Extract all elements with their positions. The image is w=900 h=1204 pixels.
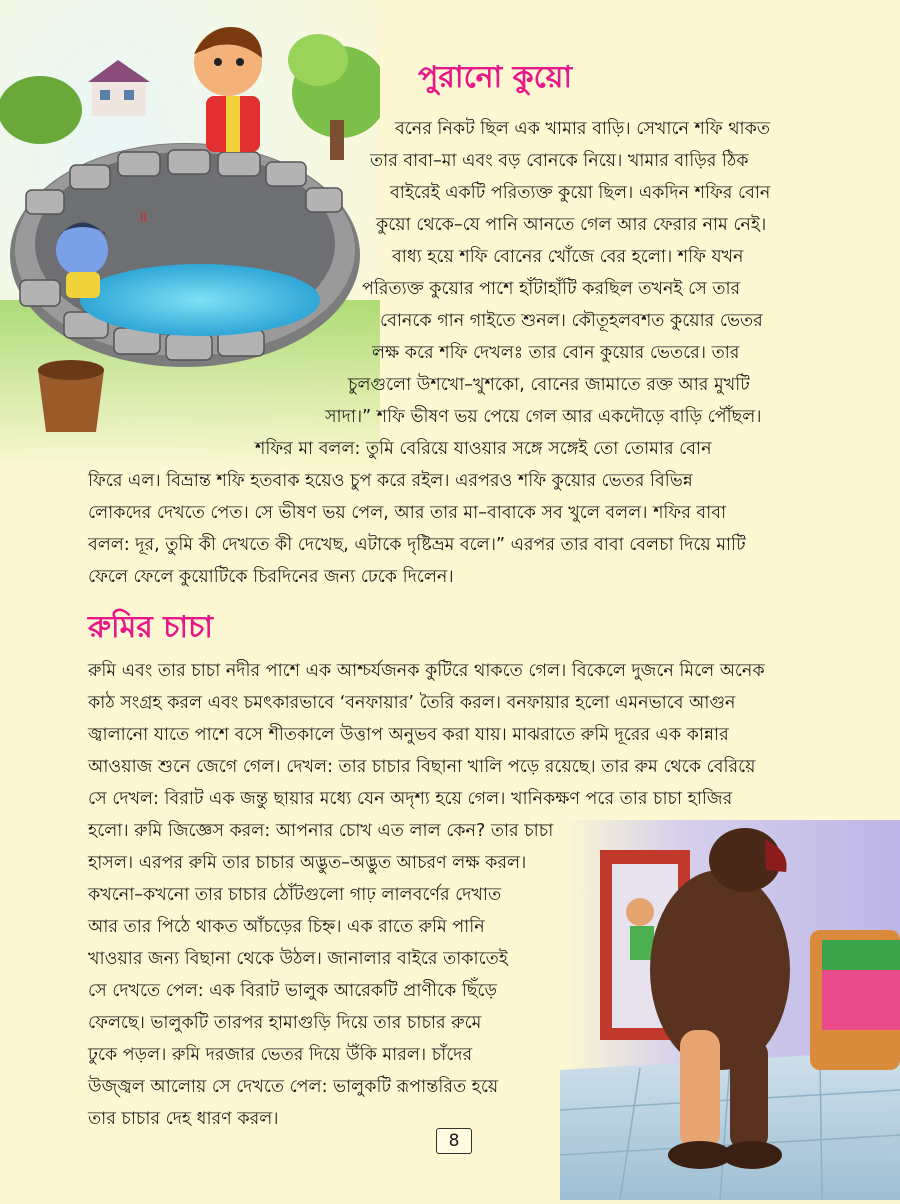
story1-line: বাইরেই একটি পরিত্যক্ত কুয়ো ছিল। একদিন শফির বোন — [390, 183, 771, 203]
story2-title: রুমির চাচা — [88, 610, 213, 645]
story2-line: তার চাচার দেহ ধারণ করল। — [88, 1109, 279, 1129]
story1-line: বাধ্য হয়ে শফি বোনের খোঁজে বের হলো। শফি যখন — [392, 247, 744, 267]
story2-line: কাঠ সংগ্রহ করল এবং চমৎকারভাবে ‘বনফায়ার’ তৈরি করল। বনফায়ার হলো এমনভাবে আগুন — [88, 693, 736, 713]
story1-line: ফিরে এল। বিভ্রান্ত শফি হতবাক হয়েও চুপ করে রইল। এরপরও শফি কুয়োর ভেতর বিভিন্ন — [88, 471, 693, 491]
story2-line: উজ্জ্বল আলোয় সে দেখতে পেল: ভালুকটি রূপান্তরিত হয়ে — [88, 1077, 499, 1097]
story2-line: সে দেখতে পেল: এক বিরাট ভালুক আরেকটি প্রাণীকে ছিঁড়ে — [88, 981, 497, 1001]
story2-line: রুমি এবং তার চাচা নদীর পাশে এক আশ্চর্যজনক কুটিরে থাকতে গেল। বিকেলে দুজনে মিলে অনেক — [88, 661, 765, 681]
story2-line: হাসল। এরপর রুমি তার চাচার অদ্ভুত–অদ্ভুত আচরণ লক্ষ করল। — [88, 853, 527, 873]
story2-line: জ্বালানো যাতে পাশে বসে শীতকালে উত্তাপ অনুভব করা যায়। মাঝরাতে রুমি দূরের এক কান্নার — [88, 725, 729, 745]
story2-line: আর তার পিঠে থাকত আঁচড়ের চিহ্ন। এক রাতে রুমি পানি — [88, 917, 485, 937]
story2-line: খাওয়ার জন্য বিছানা থেকে উঠল। জানালার বাইরে তাকাতেই — [88, 949, 508, 969]
story1-line: ফেলে ফেলে কুয়োটিকে চিরদিনের জন্য ঢেকে দিলেন। — [88, 567, 454, 587]
svg-text:ll: ll — [140, 211, 147, 225]
story1-line: লক্ষ করে শফি দেখলঃ তার বোন কুয়োর ভেতরে। তার — [372, 343, 740, 363]
story2-line: ঢুকে পড়ল। রুমি দরজার ভেতর দিয়ে উঁকি মারল। চাঁদের — [88, 1045, 473, 1065]
story1-line: চুলগুলো উশখো–খুশকো, বোনের জামাতে রক্ত আর মুখটি — [348, 375, 750, 395]
well-illustration — [0, 0, 380, 470]
story2-line: আওয়াজ শুনে জেগে গেল। দেখল: তার চাচার বিছানা খালি পড়ে রয়েছে। তার রুম থেকে বেরিয়ে — [88, 757, 756, 777]
story1-line: বনের নিকট ছিল এক খামার বাড়ি। সেখানে শফি থাকত — [395, 119, 770, 139]
story1-line: সাদা।” শফি ভীষণ ভয় পেয়ে গেল আর একদৌড়ে বাড়ি পৌঁছল। — [325, 407, 762, 427]
story1-line: লোকদের দেখতে পেত। সে ভীষণ ভয় পেল, আর তার মা–বাবাকে সব খুলে বলল। শফির বাবা — [88, 503, 727, 523]
story1-line: পরিত্যক্ত কুয়োর পাশে হাঁটাহাঁটি করছিল তখনই সে তার — [362, 279, 741, 299]
story1-line: বোনকে গান গাইতে শুনল। কৌতূহলবশত কুয়োর ভেতর — [380, 311, 763, 331]
story2-line: সে দেখল: বিরাট এক জন্তু ছায়ার মধ্যে যেন অদৃশ্য হয়ে গেল। খানিকক্ষণ পরে তার চাচা হাজির — [88, 789, 733, 809]
story1-line: শফির মা বলল: তুমি বেরিয়ে যাওয়ার সঙ্গে সঙ্গেই তো তোমার বোন — [255, 439, 712, 459]
story2-line: হলো। রুমি জিজ্ঞেস করল: আপনার চোখ এত লাল কেন? তার চাচা — [88, 821, 554, 841]
story1-line: কুয়ো থেকে–যে পানি আনতে গেল আর ফেরার নাম নেই। — [376, 215, 767, 235]
page-number: 8 — [436, 1128, 472, 1154]
story2-line: কখনো–কখনো তার চাচার ঠোঁটগুলো গাঢ় লালবর্ণের দেখাত — [88, 885, 502, 905]
story1-title: পুরানো কুয়ো — [418, 60, 573, 95]
bear-illustration — [560, 820, 900, 1200]
story2-line: ফেলছে। ভালুকটি তারপর হামাগুড়ি দিয়ে তার চাচার রুমে — [88, 1013, 482, 1033]
story1-line: বলল: দূর, তুমি কী দেখতে কী দেখেছ, এটাকে দৃষ্টিভ্রম বলে।” এরপর তার বাবা বেলচা দিয়ে মাটি — [88, 535, 746, 555]
story1-line: তার বাবা–মা এবং বড় বোনকে নিয়ে। খামার বাড়ির ঠিক — [370, 151, 749, 171]
